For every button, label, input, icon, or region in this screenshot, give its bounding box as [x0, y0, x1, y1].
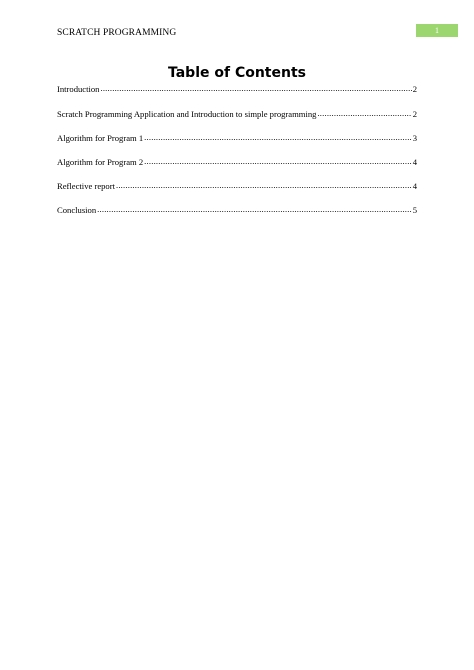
toc-entry-reflective-report[interactable]	[57, 180, 417, 204]
toc-entry-text: Conclusion	[57, 205, 97, 215]
page-number-badge: 1	[416, 24, 458, 37]
toc-entry-text: Algorithm for Program 1	[57, 133, 144, 143]
toc-entry-page: 2	[412, 109, 417, 119]
toc-entry-page: 4	[412, 157, 417, 167]
toc-title: Table of Contents	[167, 65, 306, 81]
toc-dot-leader	[144, 131, 412, 143]
toc-dot-leader	[97, 203, 412, 215]
toc-entry-introduction[interactable]	[57, 83, 417, 108]
toc-entry-page: 2	[412, 84, 417, 94]
toc-list	[57, 83, 417, 228]
toc-entry-text: Introduction	[57, 84, 100, 94]
running-head: SCRATCH PROGRAMMING	[57, 28, 177, 38]
toc-entry-text: Reflective report	[57, 181, 115, 191]
toc-entry-algorithm-program-2[interactable]	[57, 156, 417, 180]
toc-dot-leader	[144, 155, 412, 167]
toc-entry-algorithm-program-1[interactable]	[57, 132, 417, 156]
toc-entry-page: 3	[412, 133, 417, 143]
toc-entry-scratch-programming-application[interactable]	[57, 108, 417, 132]
toc-dot-leader	[100, 82, 411, 94]
toc-entry-page: 5	[412, 205, 417, 215]
toc-dot-leader	[116, 179, 412, 191]
toc-entry-page: 4	[412, 181, 417, 191]
toc-dot-leader	[317, 107, 411, 119]
toc-entry-text: Algorithm for Program 2	[57, 157, 144, 167]
toc-entry-conclusion[interactable]	[57, 204, 417, 228]
toc-entry-text: Scratch Programming Application and Introduction to simple programming	[57, 109, 317, 119]
